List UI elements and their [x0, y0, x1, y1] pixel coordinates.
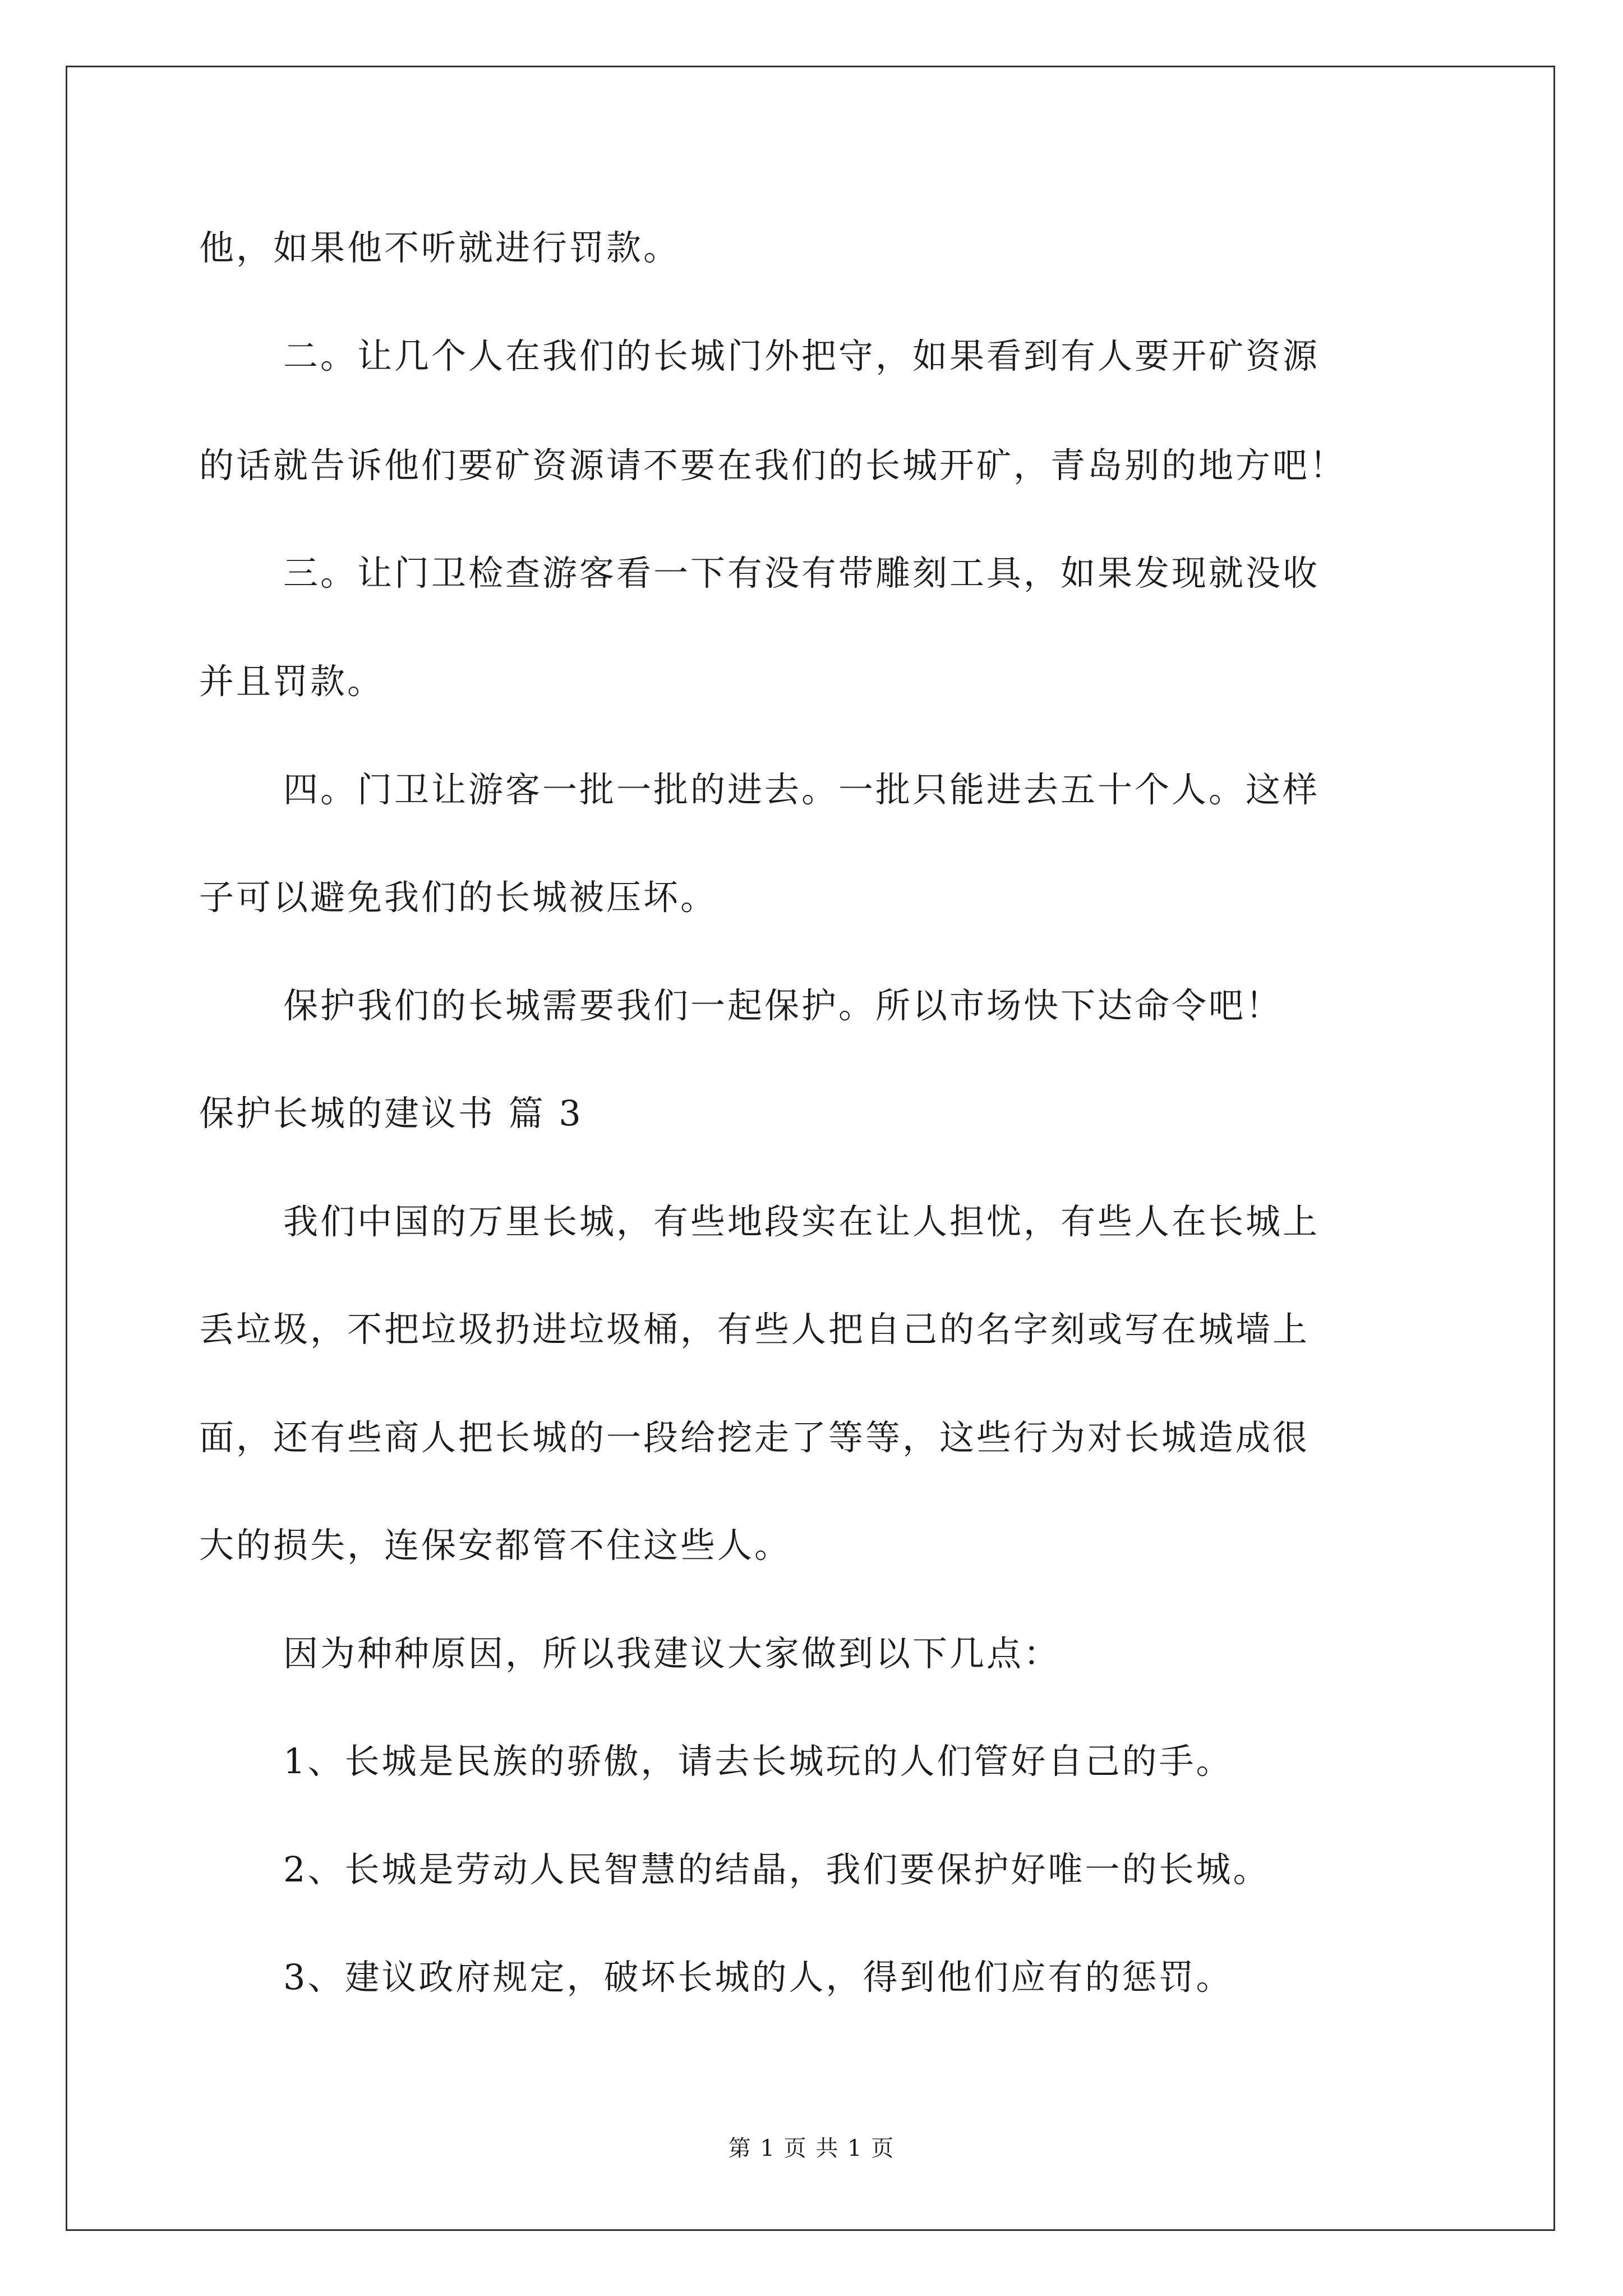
section-heading: 保护长城的建议书 篇 3: [199, 1093, 583, 1134]
paragraph-line: 二。让几个人在我们的长城门外把守，如果看到有人要开矿资源: [283, 335, 1320, 376]
paragraph-line: 丢垃圾，不把垃圾扔进垃圾桶，有些人把自己的名字刻或写在城墙上: [199, 1309, 1310, 1350]
paragraph-line: 因为种种原因，所以我建议大家做到以下几点：: [283, 1633, 1061, 1674]
page-footer: 第 1 页 共 1 页: [728, 2136, 895, 2161]
list-item: 3、建议政府规定，破坏长城的人，得到他们应有的惩罚。: [283, 1957, 1233, 1998]
paragraph-line: 他，如果他不听就进行罚款。: [199, 227, 681, 268]
list-item: 1、长城是民族的骄傲，请去长城玩的人们管好自己的手。: [283, 1741, 1233, 1782]
list-item: 2、长城是劳动人民智慧的结晶，我们要保护好唯一的长城。: [283, 1849, 1270, 1890]
paragraph-line: 我们中国的万里长城，有些地段实在让人担忧，有些人在长城上: [283, 1201, 1320, 1242]
paragraph-line: 三。让门卫检查游客看一下有没有带雕刻工具，如果发现就没收: [283, 553, 1320, 593]
page-border: [66, 66, 1555, 2231]
paragraph-line: 子可以避免我们的长城被压坏。: [199, 877, 718, 918]
paragraph-line: 面，还有些商人把长城的一段给挖走了等等，这些行为对长城造成很: [199, 1417, 1310, 1458]
paragraph-line: 并且罚款。: [199, 661, 385, 702]
paragraph-line: 的话就告诉他们要矿资源请不要在我们的长城开矿，青岛别的地方吧！: [199, 445, 1347, 486]
paragraph-line: 大的损失，连保安都管不住这些人。: [199, 1525, 792, 1566]
paragraph-line: 保护我们的长城需要我们一起保护。所以市场快下达命令吧！: [283, 985, 1283, 1026]
paragraph-line: 四。门卫让游客一批一批的进去。一批只能进去五十个人。这样: [283, 769, 1320, 810]
